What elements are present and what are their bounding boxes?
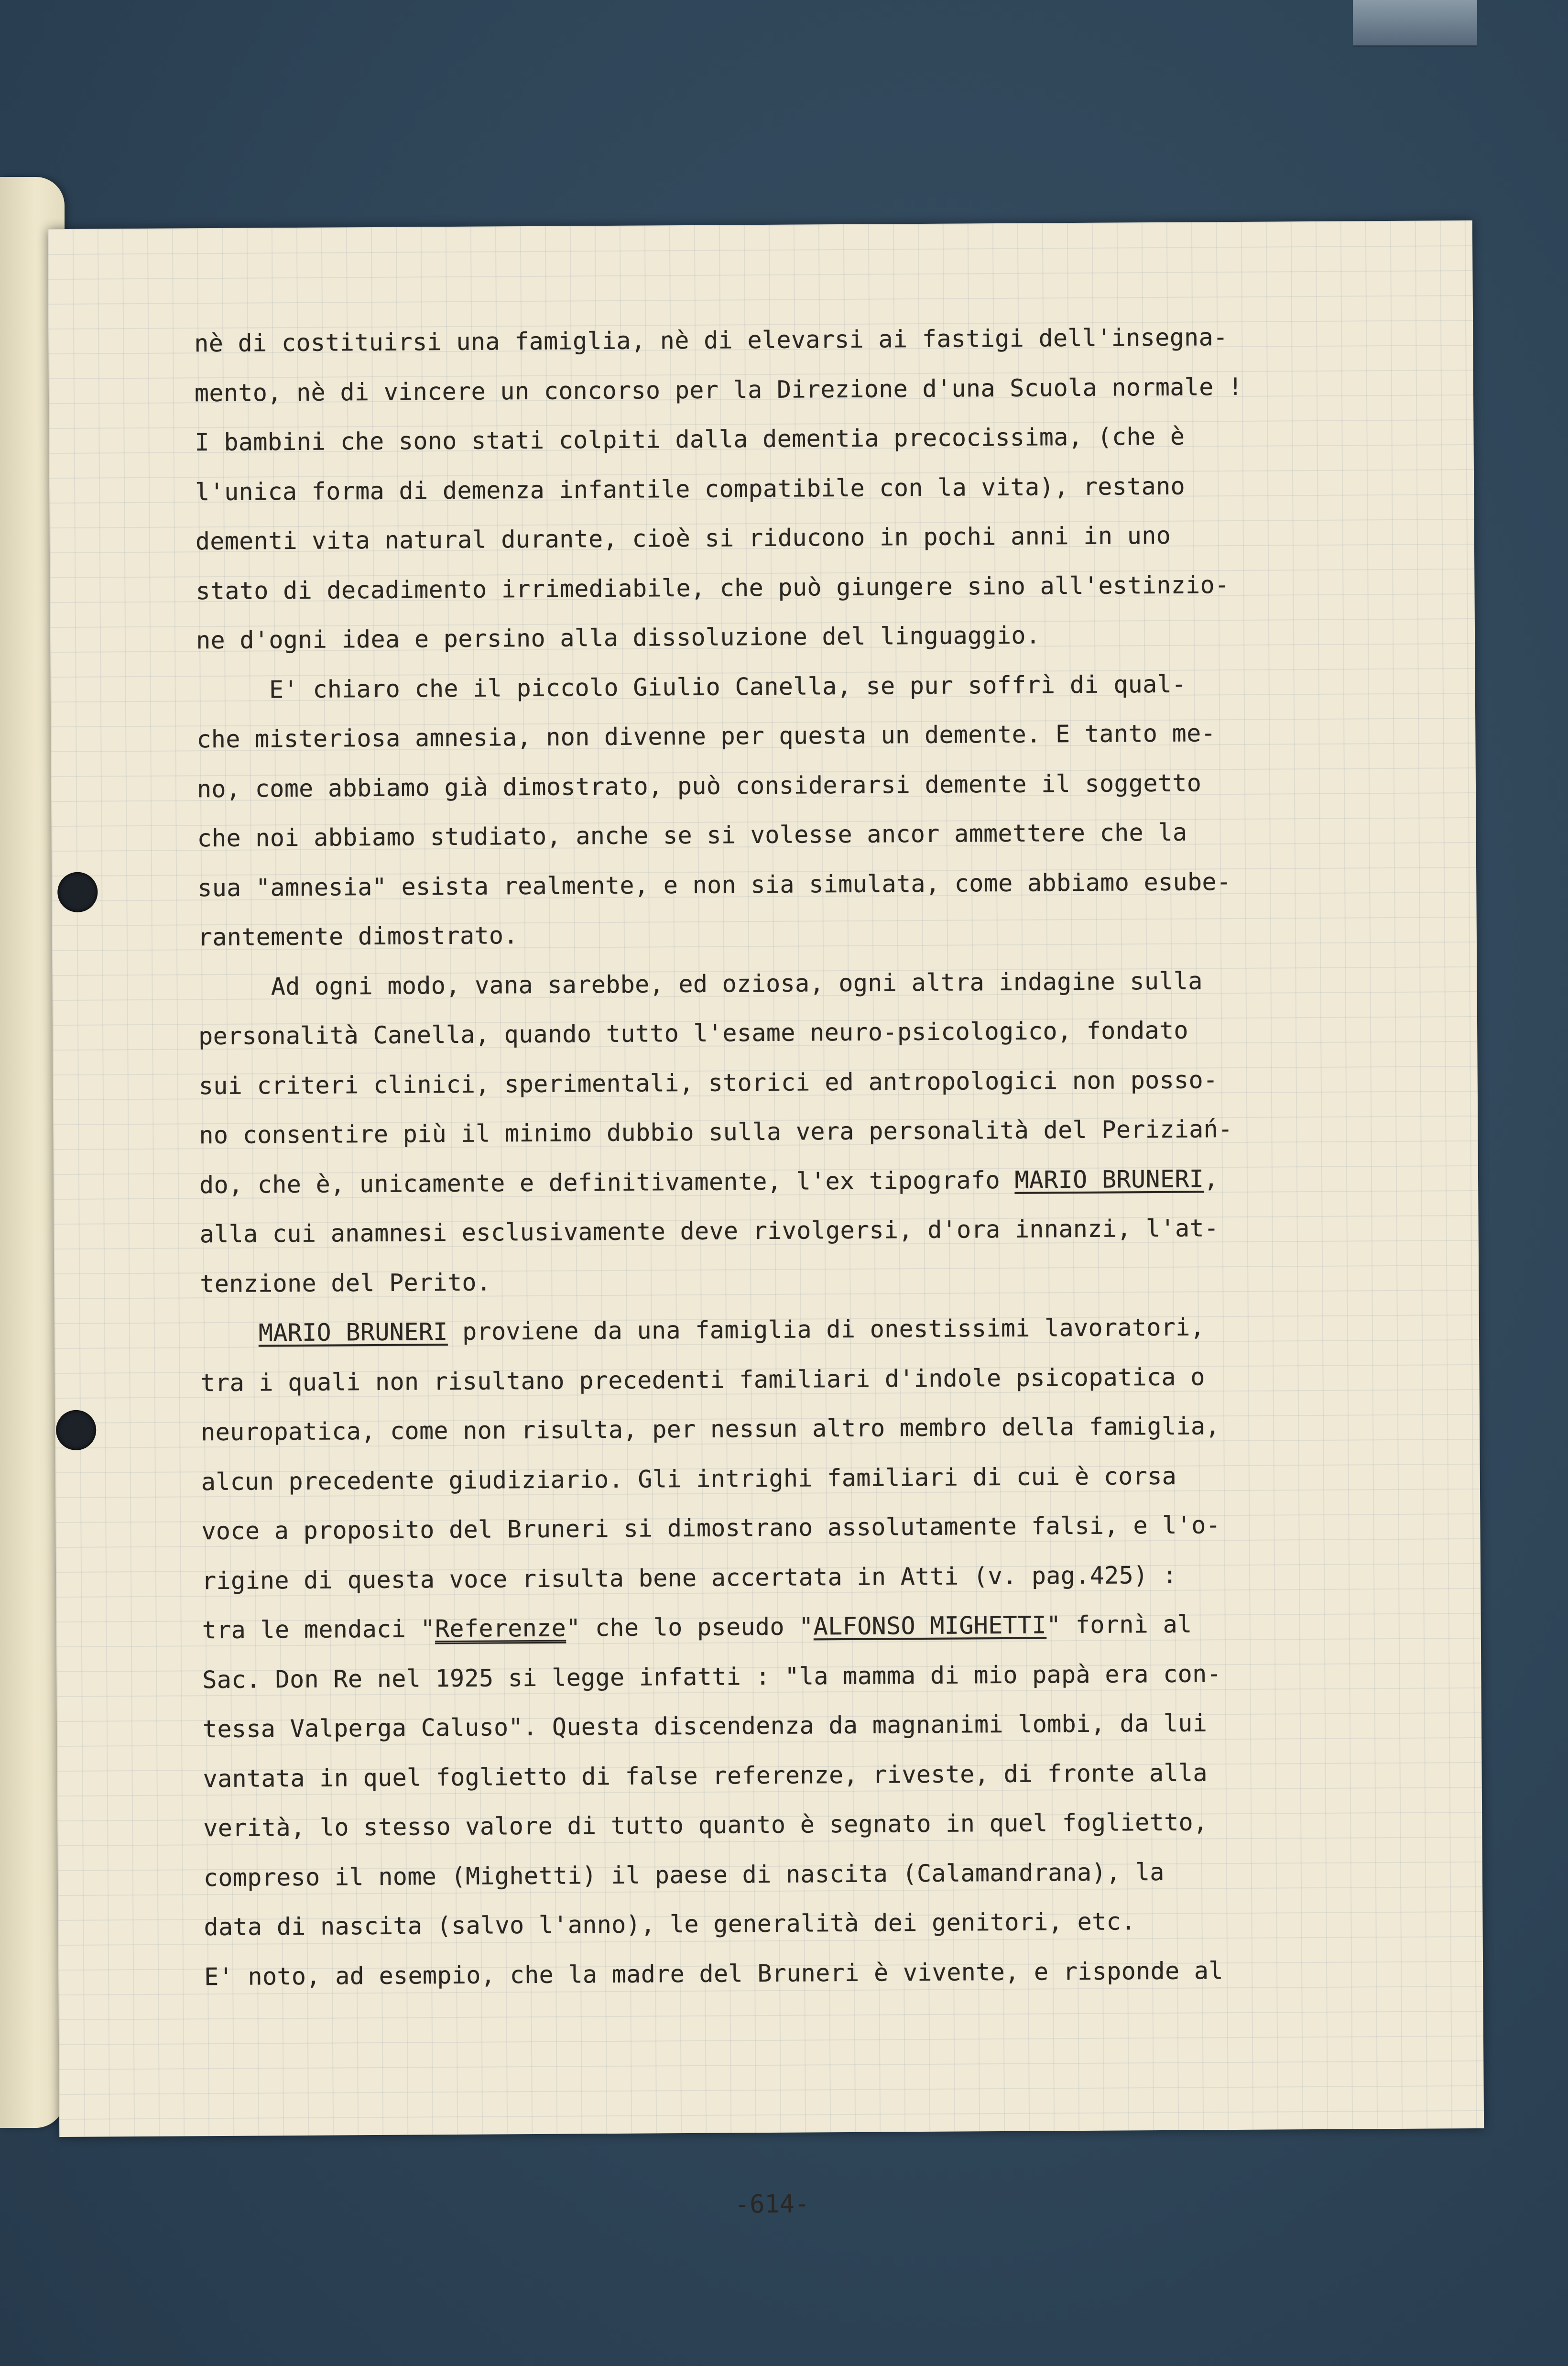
page-body <box>194 311 1466 2002</box>
text-segment: sui criteri clinici, sperimentali, storici ed antropologici non posso- <box>198 1065 1218 1100</box>
text-segment: E' chiaro che il piccolo Giulio Canella, se pur soffrì di qual- <box>196 670 1187 704</box>
text-line <box>194 311 1457 369</box>
text-line <box>200 1252 1462 1309</box>
text-line <box>196 509 1458 567</box>
text-line <box>201 1400 1463 1457</box>
text-segment: compreso il nome (Mighetti) il paese di nascita (Calamandrana), la <box>203 1858 1165 1892</box>
text-segment: tra i quali non risultano precedenti familiari d'indole psicopatica o <box>200 1362 1205 1397</box>
text-line <box>195 410 1457 468</box>
text-line <box>203 1796 1466 1853</box>
text-segment: tenzione del Perito. <box>200 1268 491 1298</box>
text-line <box>202 1549 1464 1606</box>
underlined-name: Referenze <box>435 1614 566 1643</box>
text-segment: " fornì al <box>1046 1610 1192 1639</box>
text-segment: Ad ogni modo, vana sarebbe, ed oziosa, ogni altra indagine sulla <box>198 966 1203 1001</box>
text-line <box>197 856 1460 913</box>
text-line <box>203 1747 1465 1804</box>
text-segment: ne d'ogni idea e persino alla dissoluzione del linguaggio. <box>196 621 1041 655</box>
text-line <box>197 806 1459 864</box>
text-segment: dementi vita natural durante, cioè si riducono in pochi anni in uno <box>195 521 1171 556</box>
text-line <box>199 1103 1461 1161</box>
underlined-name: MARIO BRUNERI <box>258 1318 448 1347</box>
text-line <box>198 955 1460 1012</box>
text-segment: tra le mendaci " <box>202 1615 436 1644</box>
text-line <box>199 1202 1462 1260</box>
text-segment: alla cui anamnesi esclusivamente deve rivolgersi, d'ora innanzi, l'at- <box>199 1214 1219 1249</box>
text-segment: nè di costituirsi una famiglia, nè di elevarsi ai fastigi dell'insegna- <box>194 323 1228 358</box>
text-segment: no, come abbiamo già dimostrato, può considerarsi demente il soggetto <box>196 768 1202 803</box>
text-segment: tessa Valperga Caluso". Questa discendenza da magnanimi lombi, da lui <box>202 1709 1208 1743</box>
text-segment: Sac. Don Re nel 1925 si legge infatti : "la mamma di mio papà era con- <box>202 1659 1222 1694</box>
text-line <box>198 905 1460 963</box>
text-segment: " che lo pseudo " <box>566 1612 814 1642</box>
text-line <box>203 1697 1465 1754</box>
page-number: -614- <box>734 2190 810 2219</box>
text-line <box>195 361 1457 418</box>
text-line <box>196 707 1459 765</box>
typewritten-page <box>48 220 1484 2219</box>
underlined-name: MARIO BRUNERI <box>1014 1164 1204 1194</box>
text-line <box>195 460 1458 517</box>
text-segment: proviene da una famiglia di onestissimi lavoratori, <box>447 1313 1205 1346</box>
text-line <box>204 1945 1467 2002</box>
text-line <box>196 658 1459 715</box>
text-segment: I bambini che sono stati colpiti dalla dementia precocissima, (che è <box>195 422 1185 457</box>
text-segment: che misteriosa amnesia, non divenne per questa un demente. E tanto me- <box>196 719 1216 754</box>
underlined-name: ALFONSO MIGHETTI <box>813 1611 1047 1641</box>
text-line <box>197 757 1459 814</box>
text-segment: stato di decadimento irrimediabile, che può giungere sino all'estinzio- <box>196 570 1230 605</box>
text-segment: do, che è, unicamente e definitivamente, l'ex tipografo <box>199 1166 1015 1199</box>
text-line <box>202 1648 1465 1705</box>
text-segment: E' noto, ad esempio, che la madre del Bruneri è vivente, e risponde al <box>204 1956 1223 1991</box>
text-line <box>198 1004 1461 1062</box>
punch-hole-top <box>57 872 98 913</box>
text-segment <box>200 1319 259 1347</box>
text-segment: verità, lo stesso valore di tutto quanto è segnato in quel foglietto, <box>203 1808 1208 1842</box>
text-line <box>198 1054 1461 1111</box>
punch-hole-bottom <box>56 1410 97 1451</box>
text-line <box>201 1499 1464 1556</box>
text-segment: personalità Canella, quando tutto l'esame neuro-psicologico, fondato <box>198 1016 1189 1051</box>
paper-clip <box>1353 0 1477 47</box>
text-line <box>199 1153 1462 1210</box>
text-segment: vantata in quel foglietto di false referenze, riveste, di fronte alla <box>203 1758 1208 1793</box>
text-segment: neuropatica, come non risulta, per nessun altro membro della famiglia, <box>201 1412 1220 1446</box>
text-line <box>200 1351 1463 1408</box>
text-segment: l'unica forma di demenza infantile compatibile con la vita), restano <box>195 472 1186 506</box>
text-line <box>202 1598 1464 1655</box>
text-line <box>201 1450 1464 1507</box>
text-segment: voce a proposito del Bruneri si dimostrano assolutamente falsi, e l'o- <box>201 1511 1221 1545</box>
text-segment: data di nascita (salvo l'anno), le generalità dei genitori, etc. <box>204 1907 1136 1941</box>
text-segment: alcun precedente giudiziario. Gli intrighi familiari di cui è corsa <box>201 1462 1177 1496</box>
text-line <box>196 559 1458 616</box>
text-segment: che noi abbiamo studiato, anche se si volesse ancor ammettere che la <box>197 818 1187 853</box>
text-segment: , <box>1204 1164 1219 1193</box>
text-line <box>196 608 1459 666</box>
text-line <box>204 1895 1466 1952</box>
text-line <box>204 1846 1466 1903</box>
text-segment: sua "amnesia" esista realmente, e non sia simulata, come abbiamo esube- <box>197 867 1231 902</box>
text-segment: mento, nè di vincere un concorso per la Direzione d'una Scuola normale ! <box>194 372 1243 407</box>
text-segment: rantemente dimostrato. <box>197 921 519 952</box>
text-segment: no consentire più il minimo dubbio sulla vera personalità del Periziań- <box>199 1115 1233 1150</box>
text-segment: rigine di questa voce risulta bene accertata in Atti (v. pag.425) : <box>201 1561 1177 1595</box>
text-line <box>200 1301 1463 1358</box>
